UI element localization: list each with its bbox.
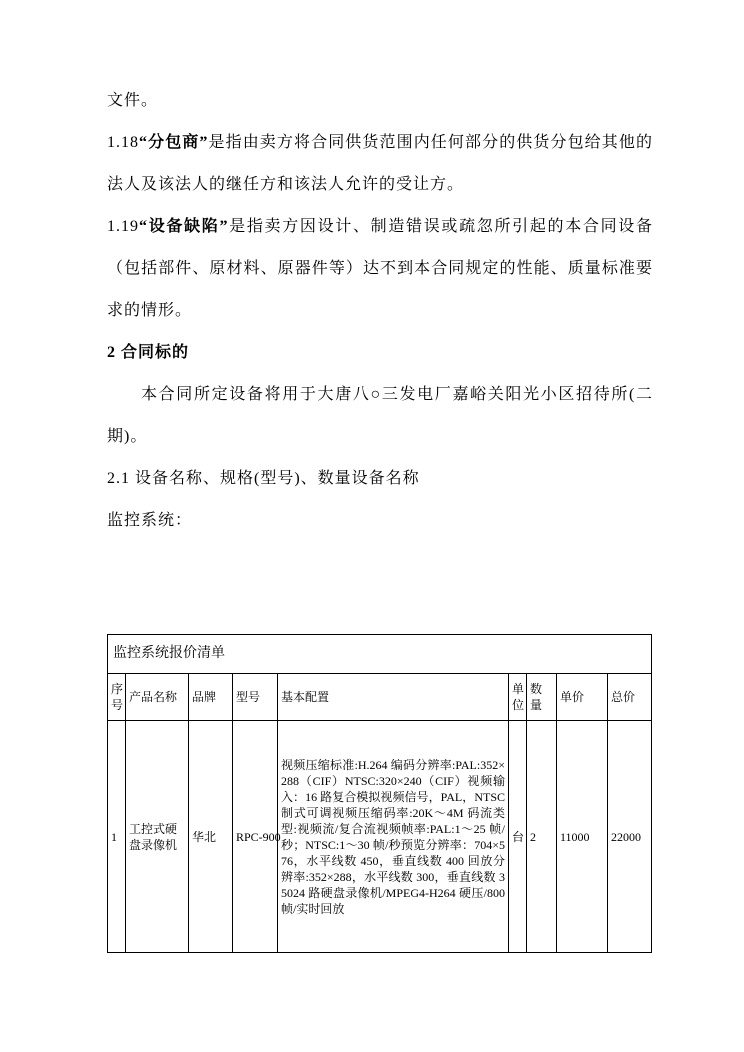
col-header-model: 型号	[233, 674, 278, 721]
table-header-row	[108, 674, 652, 721]
paragraph-intro: 文件。	[107, 92, 159, 109]
cell-total-price: 22000	[608, 721, 652, 953]
clause-1-19	[107, 206, 653, 332]
table-title-row	[108, 635, 652, 674]
col-header-unit: 单位	[509, 674, 527, 721]
col-header-brand: 品牌	[189, 674, 233, 721]
clause-1-18-term: “分包商”	[139, 134, 209, 151]
cell-unit-price: 11000	[557, 721, 608, 953]
subsection-heading: 2.1 设备名称、规格(型号)、数量设备名称	[107, 470, 420, 487]
col-header-config: 基本配置	[278, 674, 509, 721]
cell-qty: 2	[527, 721, 557, 953]
section-body: 本合同所定设备将用于大唐八○三发电厂嘉峪关阳光小区招待所(二期)。	[107, 386, 653, 445]
col-header-total-price: 总价	[608, 674, 652, 721]
col-header-qty: 数量	[527, 674, 557, 721]
col-header-seq: 序号	[108, 674, 126, 721]
table-title: 监控系统报价清单	[108, 635, 652, 674]
clause-1-18	[107, 122, 653, 206]
section-heading: 2 合同标的	[107, 344, 190, 361]
price-table	[107, 634, 652, 953]
col-header-unit-price: 单价	[557, 674, 608, 721]
col-header-product: 产品名称	[126, 674, 189, 721]
clause-1-18-number: 1.18	[107, 134, 139, 151]
clause-1-19-term: “设备缺陷”	[139, 218, 229, 235]
cell-config: 视频压缩标准:H.264 编码分辨率:PAL:352×288（CIF）NTSC:320×240（CIF）视频输入：16 路复合模拟视频信号，PAL，NTSC 制式可调视频压缩码率:20K～4M 码流类型:视频流/复合流视频帧率:PAL:1～25 帧/秒；NTSC:1～30 帧/秒预览分辨率：704×576，水平线数 450，垂直线数 400 回放分辨率:352×288，水平线数 300，垂直线数 35024 路硬盘录像机/MPEG4-H264 硬压/800 帧/实时回放	[278, 721, 509, 953]
cell-product: 工控式硬盘录像机	[126, 721, 189, 953]
clause-1-19-number: 1.19	[107, 218, 139, 235]
cell-brand: 华北	[189, 721, 233, 953]
clause-1-18-body: 是指由卖方将合同供货范围内任何部分的供货分包给其他的法人及该法人的继任方和该法人允许的受让方。	[107, 134, 653, 193]
table-row	[108, 721, 652, 953]
cell-model: RPC-900	[233, 721, 278, 953]
clause-1-19-body: 是指卖方因设计、制造错误或疏忽所引起的本合同设备（包括部件、原材料、原器件等）达不到本合同规定的性能、质量标准要求的情形。	[107, 218, 653, 319]
cell-unit: 台	[509, 721, 527, 953]
cell-seq: 1	[108, 721, 126, 953]
document-body	[107, 80, 653, 542]
system-label: 监控系统：	[107, 512, 193, 529]
